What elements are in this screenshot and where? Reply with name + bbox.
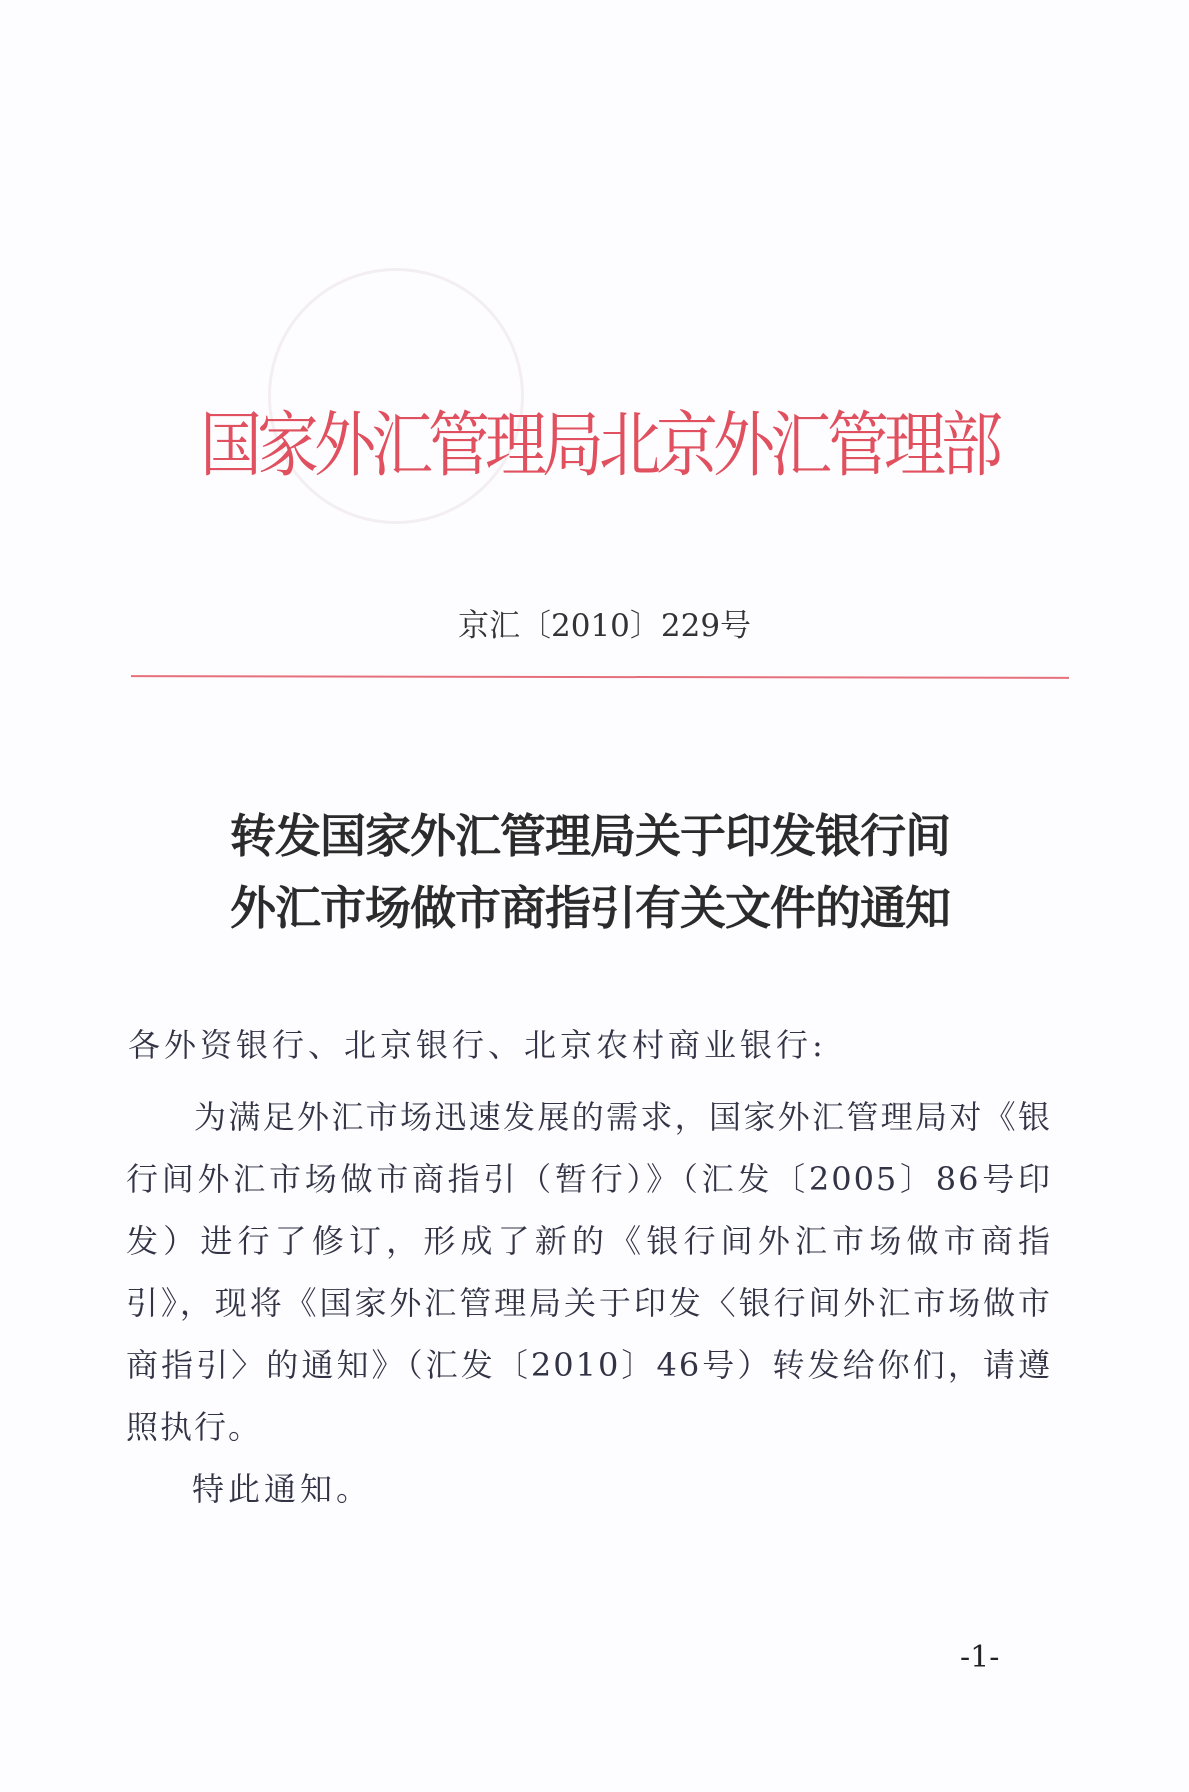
salutation: 各外资银行、北京银行、北京农村商业银行: <box>128 1026 827 1064</box>
document-title-line-2: 外汇市场做市商指引有关文件的通知 <box>230 881 950 935</box>
red-divider-line <box>131 675 1069 679</box>
page-number: -1- <box>960 1640 1000 1675</box>
body-paragraph: 为满足外汇市场迅速发展的需求，国家外汇管理局对《银行间外汇市场做市商指引（暂行）》（汇发〔2005〕86号印发）进行了修订，形成了新的《银行间外汇市场做市商指引》，现将《国家外汇管理局关于印发〈银行间外汇市场做市商指引〉的通知》（汇发〔2010〕46号）转发给你们，请遵照执行。 <box>126 1098 1052 1446</box>
body-section <box>126 1086 1052 1520</box>
closing-text: 特此通知。 <box>192 1470 373 1508</box>
letterhead-title: 国家外汇管理局北京外汇管理部 <box>200 402 999 487</box>
document-number: 京汇〔2010〕229号 <box>458 608 752 644</box>
document-title-line-1: 转发国家外汇管理局关于印发银行间 <box>230 809 950 863</box>
